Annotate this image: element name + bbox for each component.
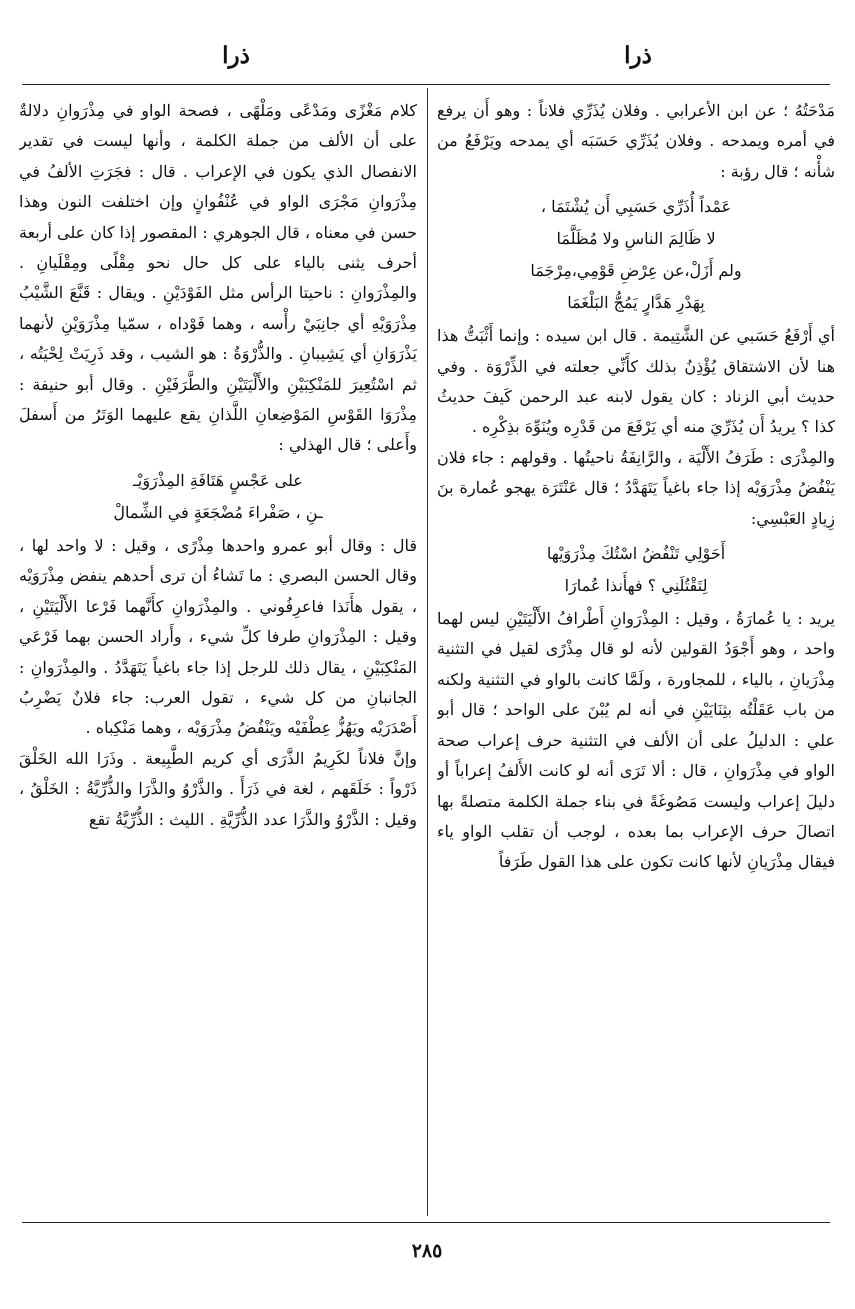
verse-line: ولم أَزَلْ،عن عِرْضِ قَوْمِي،مِرْجَمَا: [530, 261, 742, 281]
left-column: [19, 96, 417, 1216]
verse-block: [437, 538, 835, 602]
verse-block: [437, 191, 835, 319]
verse-line: أَحَوْلِي تَنْفُضُ اسْتُكَ مِذْرَوَيْها: [546, 544, 726, 564]
verse-line: على عَجْسٍ هَتَافَةِ المِذْرَوَيْـ: [133, 470, 303, 490]
paragraph: قال : وقال أبو عمرو واحدها مِذْرًى ، وقيل : لا واحد لها ، وقال الحسن البصري : ما تَشاءُ أن ترى أحدهم ينفض مِذْرَوَيْه ، يقول هأَنَذا فاعرِفُوني . والمِذْرَوانِ كأَنَّهما فَرْعا الأَلْيَتَيْنِ ، وقيل : المِذْرَوانِ طرفا كلِّ شيء ، وأَراد الحسن بهما فَرْعَي المَنْكِبَيْنِ ، يقال ذلك للرجل إذا جاء باغياً يَتَهَدَّدُ . والمِذْرَوانِ : الجانبانِ من كل شيء ، تقول العرب: جاء فلانٌ يَضْرِبُ أَصْدَرَيْه ويَهُزُّ عِطْفَيْه ويَنْفُضُ مِذْرَوَيْه ، وهما مَنْكِباه .: [19, 535, 417, 738]
paragraph: وإنَّ فلاناً لكَرِيمُ الذَّرَى أي كريم الطَّبِيعة . وذَرَا الله الخَلْقَ ذَرْواً : خَلَقَهم ، لغة في ذَرَأَ . والذَّرْوُ والذَّرَا والذُّرِّيَّةُ : الخَلْقُ ، وقيل : الذَّرْوُ والذَّرَا عدد الذُّرِّيَّةِ . الليث : الذُّرِّيَّةُ تقع: [19, 748, 417, 829]
running-header-left: ذرا: [222, 42, 250, 69]
right-column: [437, 96, 835, 1216]
verse-line: لِتَقْتُلَنِي ؟ فهأَنذا عُمارَا: [564, 576, 708, 596]
paragraph: مَدْحَتُهُ ؛ عن ابن الأعرابي . وفلان يُذَرِّي فلاناً : وهو أَن يرفع في أمره ويمدحه . وفلان يُذَرِّي حَسَبَه أي يمدحه ويَرْفَعُ من شأْنه ؛ قال رؤبة :: [437, 101, 835, 181]
verse-line: ـنِ ، صَفْراءَ مُضْجَعَةٍ في الشِّمالْ: [113, 502, 323, 522]
verse-line: بِهَدْرِ هَدَّارٍ يَمُجُّ البَلْغَمَا: [567, 293, 705, 313]
column-divider: [427, 88, 428, 1216]
paragraph: والمِذْرَى : طَرَفُ الأَلْيَة ، والرَّانِفَةُ ناحيتُها . وقولهم : جاء فلان يَنْفُضُ مِذْرَوَيْه إذا جاء باغياً يَتَهَدَّدُ ؛ قال عَنْتَرَة يهجو عُمارة بنَ زِيادٍ العَبْسِي:: [437, 447, 835, 528]
running-header-right: ذرا: [624, 42, 652, 69]
header-rule: [22, 84, 830, 85]
paragraph: يريد : يا عُمارَةُ ، وقيل : المِذْرَوانِ أَطْرافُ الأَلْيَتَيْنِ ليس لهما واحد ، وهو أَجْوَدُ القولين لأنه لو قال مِذْرًى لقيل في التثنية مِذْرَيانِ ، بالياء ، للمجاورة ، ولَمَّا كانت بالواو في التثنية ولكنه من باب عَقَلْتُه بثِنَايَيْنِ في أنه لم يُبْنَ على الواحد ؛ قال أبو علي : الدليلُ على أن الألف في التثنية حرف إعراب صحة الواو في مِذْرَوانِ ، قال : ألا تَرَى أنه لو كانت الأَلفُ إعراباً أو دليلَ إعراب وليست مَصُوغَةً في بناء جملة الكلمة متصلةً بها اتصالَ حرف الإعراب بما بعده ، لوجب أن تقلب الواو ياء فيقال مِذْرَيانِ لأنها كانت تكون على هذا القول طَرَفاً: [437, 609, 835, 872]
verse-block: [19, 465, 417, 529]
footer-rule: [22, 1222, 830, 1223]
page-number: ٢٨٥: [411, 1240, 443, 1262]
paragraph: أي أَرْفَعُ حَسَبي عن الشَّتِيمة . قال ابن سيده : وإنما أَثْبَتُّ هذا هنا لأن الاشتقاق يُؤْذِنُ بذلك كأَنِّي جعلته في الذِّرْوَة . وفي حديث أبي الزناد : كان يقول لابنه عبد الرحمن كَيفَ حديثُ كذا ؟ يريدُ أَن يُذَرِّيَ منه أي يَرْفَعَ من قَدْرِه ويُنَوِّهَ بذِكْرِه .: [437, 326, 835, 437]
verse-line: عَمْداً أُذَرِّي حَسَبِي أَن يُشْتَمَا ،: [540, 197, 732, 217]
paragraph: كلام مَغْزًى ومَدْعًى ومَلْهًى ، فصحة الواو في مِذْرَوانِ دلالةٌ على أن الألف من جملة الكلمة ، وأنها ليست في تقدير الانفصال الذي يكون في الإعراب . قال : فجَرَتِ الألفُ في مِذْرَوانِ مَجْرَى الواو في عُنْفُوانٍ وإن اختلفت النون وهذا حسن في معناه ، قال الجوهري : المقصور إذا كان على أربعة أحرف يثنى بالياء على كل حال نحو مِقْلًى ومِقْلَيانِ . والمِذْرَوانِ : ناحيتا الرأس مثل الفَوْدَيْنِ . ويقال : قَنَّعَ الشَّيْبُ مِذْرَوَيْهِ أي جانِبَيْ رأْسه ، وهما فَوْداه ، سمّيا مِذْرَوَيْنِ لأنهما يَذْرَوَانِ أي يَشِيبانِ . والذُّرْوَةُ : هو الشيب ، وقد ذَرِيَتْ لِحْيَتُه ، ثم اسْتُعِيرَ للمَنْكِبَيْنِ والأَلْيَتَيْنِ والطَّرَفَيْنِ . وقال أبو حنيفة : مِذْرَوَا القَوْسِ المَوْضِعانِ اللَّذانِ يقع عليهما الوَتَرُ من أَسفلَ وأَعلى ؛ قال الهذلي :: [19, 101, 417, 455]
verse-line: لا ظَالِمَ الناسِ ولا مُظَلَّمَا: [556, 229, 716, 249]
